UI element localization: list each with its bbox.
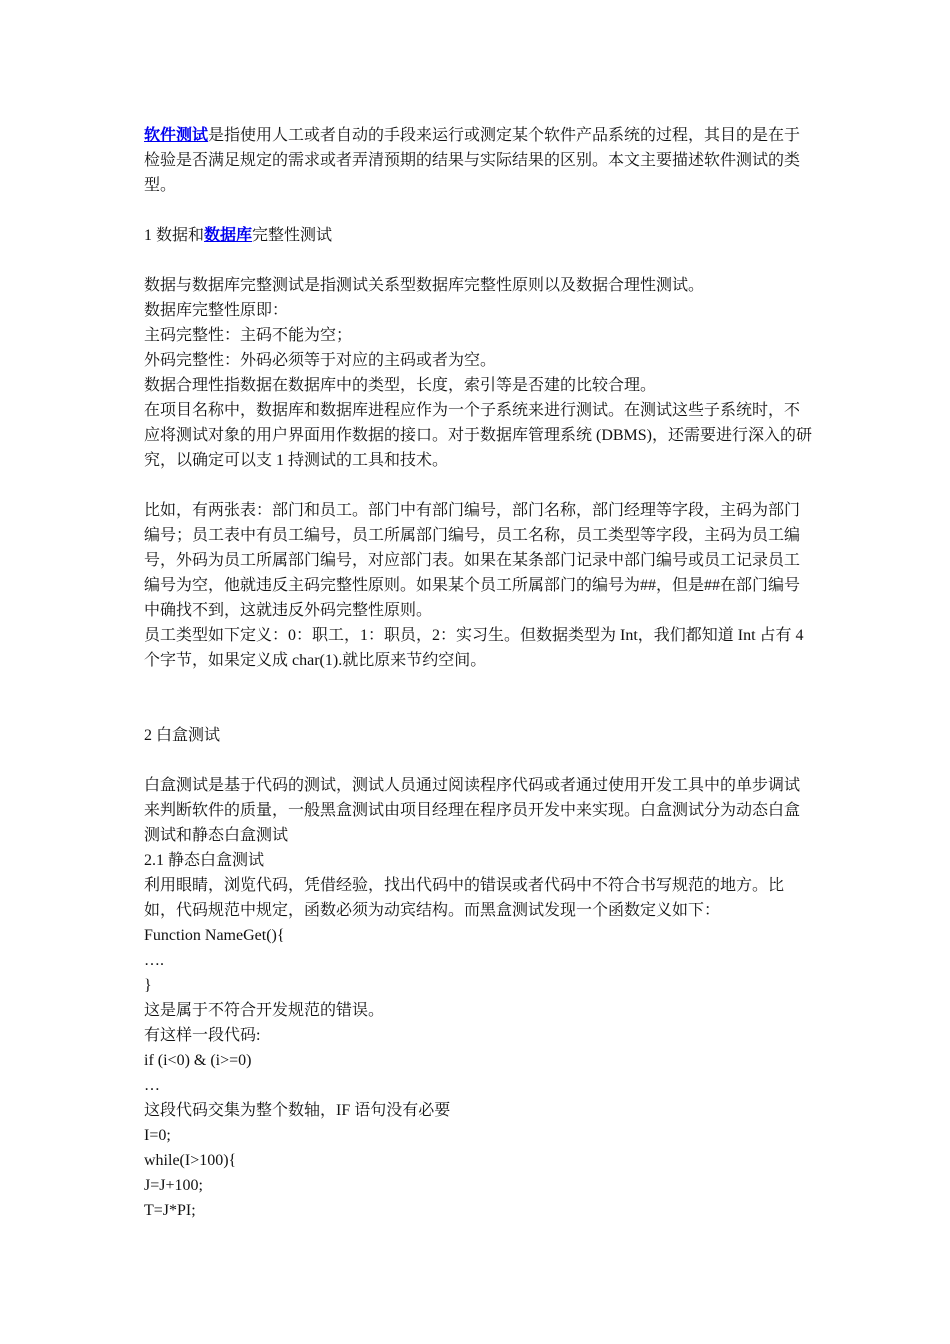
section1-heading xyxy=(144,223,814,248)
section1-line: 数据合理性指数据在数据库中的类型，长度，索引等是否建的比较合理。 xyxy=(144,377,657,394)
database-link[interactable]: 数据库 xyxy=(204,227,253,244)
section1-line: 主码完整性：主码不能为空； xyxy=(144,327,353,344)
intro-text: 是指使用人工或者自动的手段来运行或测定某个软件产品系统的过程，其目的是在于检验是否满足规定的需求或者弄清预期的结果与实际结果的区别。本文主要描述软件测试的类型。 xyxy=(144,127,801,194)
spacer xyxy=(144,748,814,773)
section2-sub-heading: 2.1 静态白盒测试 xyxy=(144,852,265,869)
section2-line: 利用眼睛，浏览代码，凭借经验，找出代码中的错误或者代码中不符合书写规范的地方。比如，代码规范中规定，函数必须为动宾结构。而黑盒测试发现一个函数定义如下： xyxy=(144,877,785,919)
code-line: I=0; xyxy=(144,1127,171,1144)
spacer xyxy=(144,473,814,498)
spacer xyxy=(144,248,814,273)
example-paragraph: 员工类型如下定义：0：职工，1：职员，2：实习生。但数据类型为 Int，我们都知道 Int 占有 4 个字节，如果定义成 char(1).就比原来节约空间。 xyxy=(144,627,804,669)
section2-line: 这是属于不符合开发规范的错误。 xyxy=(144,1002,385,1019)
section1-number: 1 xyxy=(144,227,152,244)
example-paragraph: 比如，有两张表：部门和员工。部门中有部门编号，部门名称，部门经理等字段，主码为部门编号；员工表中有员工编号，员工所属部门编号，员工名称，员工类型等字段，主码为员工编号，外码为员工所属部门编号，对应部门表。如果在某条部门记录中部门编号或员工记录员工编号为空，他就违反主码完整性原则。如果某个员工所属部门的编号为##，但是##在部门编号中确找不到，这就违反外码完整性原则。 xyxy=(144,502,801,619)
code-line: while(I>100){ xyxy=(144,1152,237,1169)
section1-line: 数据库完整性原即： xyxy=(144,302,289,319)
code-line: J=J+100; xyxy=(144,1177,203,1194)
spacer xyxy=(144,198,814,223)
section1-line: 数据与数据库完整测试是指测试关系型数据库完整性原则以及数据合理性测试。 xyxy=(144,277,705,294)
spacer xyxy=(144,673,814,723)
section2-intro: 白盒测试是基于代码的测试，测试人员通过阅读程序代码或者通过使用开发工具中的单步调试来判断软件的质量，一般黑盒测试由项目经理在程序员开发中来实现。白盒测试分为动态白盒测试和静态白盒测试 xyxy=(144,777,801,844)
code-line: if (i<0) & (i>=0) xyxy=(144,1052,252,1069)
section1-line: 在项目名称中，数据库和数据库进程应作为一个子系统来进行测试。在测试这些子系统时，不应将测试对象的用户界面用作数据的接口。对于数据库管理系统 (DBMS)，还需要进行深入的研究，以确定可以支 1 持测试的工具和技术。 xyxy=(144,402,813,469)
code-line: T=J*PI; xyxy=(144,1202,196,1219)
code-line: Function NameGet(){ xyxy=(144,927,285,944)
document-page xyxy=(144,123,814,1223)
code-line: } xyxy=(144,977,152,994)
section1-heading-post: 完整性测试 xyxy=(252,227,333,244)
intro-paragraph xyxy=(144,123,814,198)
section1-heading-pre: 数据和 xyxy=(156,227,205,244)
section2-line: 这段代码交集为整个数轴，IF 语句没有必要 xyxy=(144,1102,451,1119)
code-line: …. xyxy=(144,952,164,969)
section1-line: 外码完整性：外码必须等于对应的主码或者为空。 xyxy=(144,352,497,369)
section2-line: 有这样一段代码: xyxy=(144,1027,261,1044)
software-testing-link[interactable]: 软件测试 xyxy=(144,127,209,144)
section2-heading: 2 白盒测试 xyxy=(144,727,221,744)
code-line: … xyxy=(144,1077,160,1094)
